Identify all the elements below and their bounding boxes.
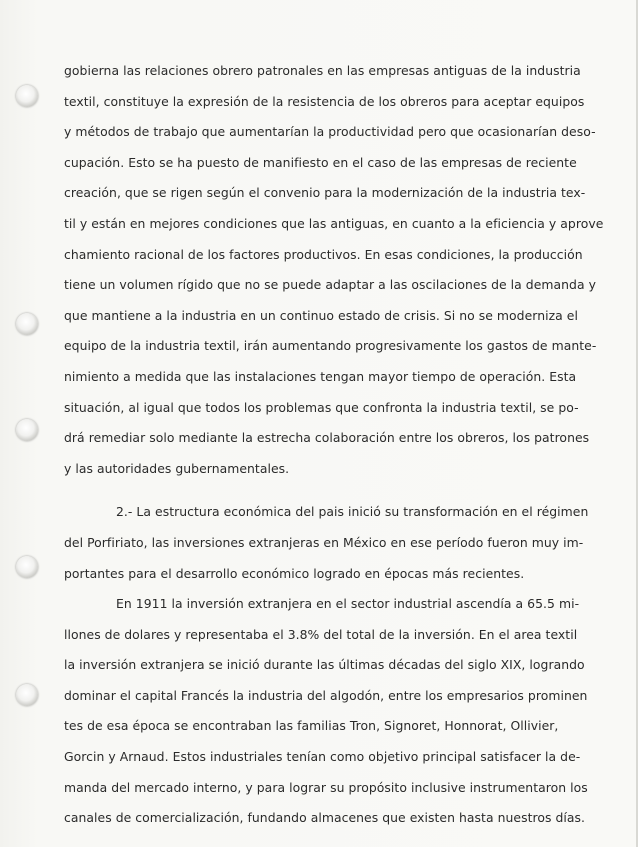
text-line: llones de dolares y representaba el 3.8% del total de la inversión. En el area textil (64, 626, 578, 642)
text-line: til y están en mejores condiciones que las antiguas, en cuanto a la eficiencia y aprove (64, 215, 604, 231)
binder-hole-icon (16, 313, 38, 335)
text-line: la inversión extranjera se inició durante las últimas décadas del siglo XIX, logrando (64, 657, 585, 673)
text-line: canales de comercialización, fundando almacenes que existen hasta nuestros días. (64, 810, 586, 826)
text-line: portantes para el desarrollo económico logrado en épocas más recientes. (64, 565, 525, 581)
text-line: que mantiene a la industria en un continuo estado de crisis. Si no se moderniza el (64, 307, 578, 323)
text-line: tiene un volumen rígido que no se puede adaptar a las oscilaciones de la demanda y (64, 277, 596, 293)
text-line: chamiento racional de los factores productivos. En esas condiciones, la producción (64, 246, 583, 262)
text-line: y métodos de trabajo que aumentarían la productividad pero que ocasionarían deso- (64, 124, 596, 140)
text-line: En 1911 la inversión extranjera en el sector industrial ascendía a 65.5 mi- (116, 596, 580, 612)
binder-hole-icon (16, 419, 38, 441)
text-line: del Porfiriato, las inversiones extranjeras en México en ese período fueron muy im- (64, 534, 584, 550)
text-line: equipo de la industria textil, irán aumentando progresivamente los gastos de mante- (64, 338, 597, 354)
text-line: cupación. Esto se ha puesto de manifiesto en el caso de las empresas de reciente (64, 154, 577, 170)
paragraph-spacer (64, 484, 626, 497)
text-line: gobierna las relaciones obrero patronales en las empresas antiguas de la industria (64, 63, 581, 78)
text-line: drá remediar solo mediante la estrecha colaboración entre los obreros, los patrones (64, 430, 590, 446)
text-line: dominar el capital Francés la industria del algodón, entre los empresarios prominen (64, 687, 588, 703)
binder-hole-icon (16, 684, 38, 706)
text-line: y las autoridades gubernamentales. (64, 460, 290, 476)
text-line: nimiento a medida que las instalaciones tengan mayor tiempo de operación. Esta (64, 368, 577, 384)
binder-hole-icon (16, 556, 38, 578)
text-line: 2.- La estructura económica del pais inició su transformación en el régimen (116, 504, 589, 520)
paragraph-3 (64, 589, 626, 834)
text-line: situación, al igual que todos los problemas que confronta la industria textil, se po- (64, 399, 579, 415)
paragraph-2 (64, 497, 626, 589)
document-body (64, 56, 626, 834)
text-line: creación, que se rigen según el convenio para la modernización de la industria tex- (64, 185, 586, 201)
binder-hole-icon (16, 85, 38, 107)
paragraph-1 (64, 56, 626, 484)
text-line: Gorcin y Arnaud. Estos industriales tenían como objetivo principal satisfacer la de- (64, 749, 581, 765)
text-line: manda del mercado interno, y para lograr su propósito inclusive instrumentaron los (64, 779, 588, 795)
text-line: tes de esa época se encontraban las familias Tron, Signoret, Honnorat, Ollivier, (64, 718, 559, 734)
text-line: textil, constituye la expresión de la resistencia de los obreros para aceptar equipos (64, 93, 585, 109)
